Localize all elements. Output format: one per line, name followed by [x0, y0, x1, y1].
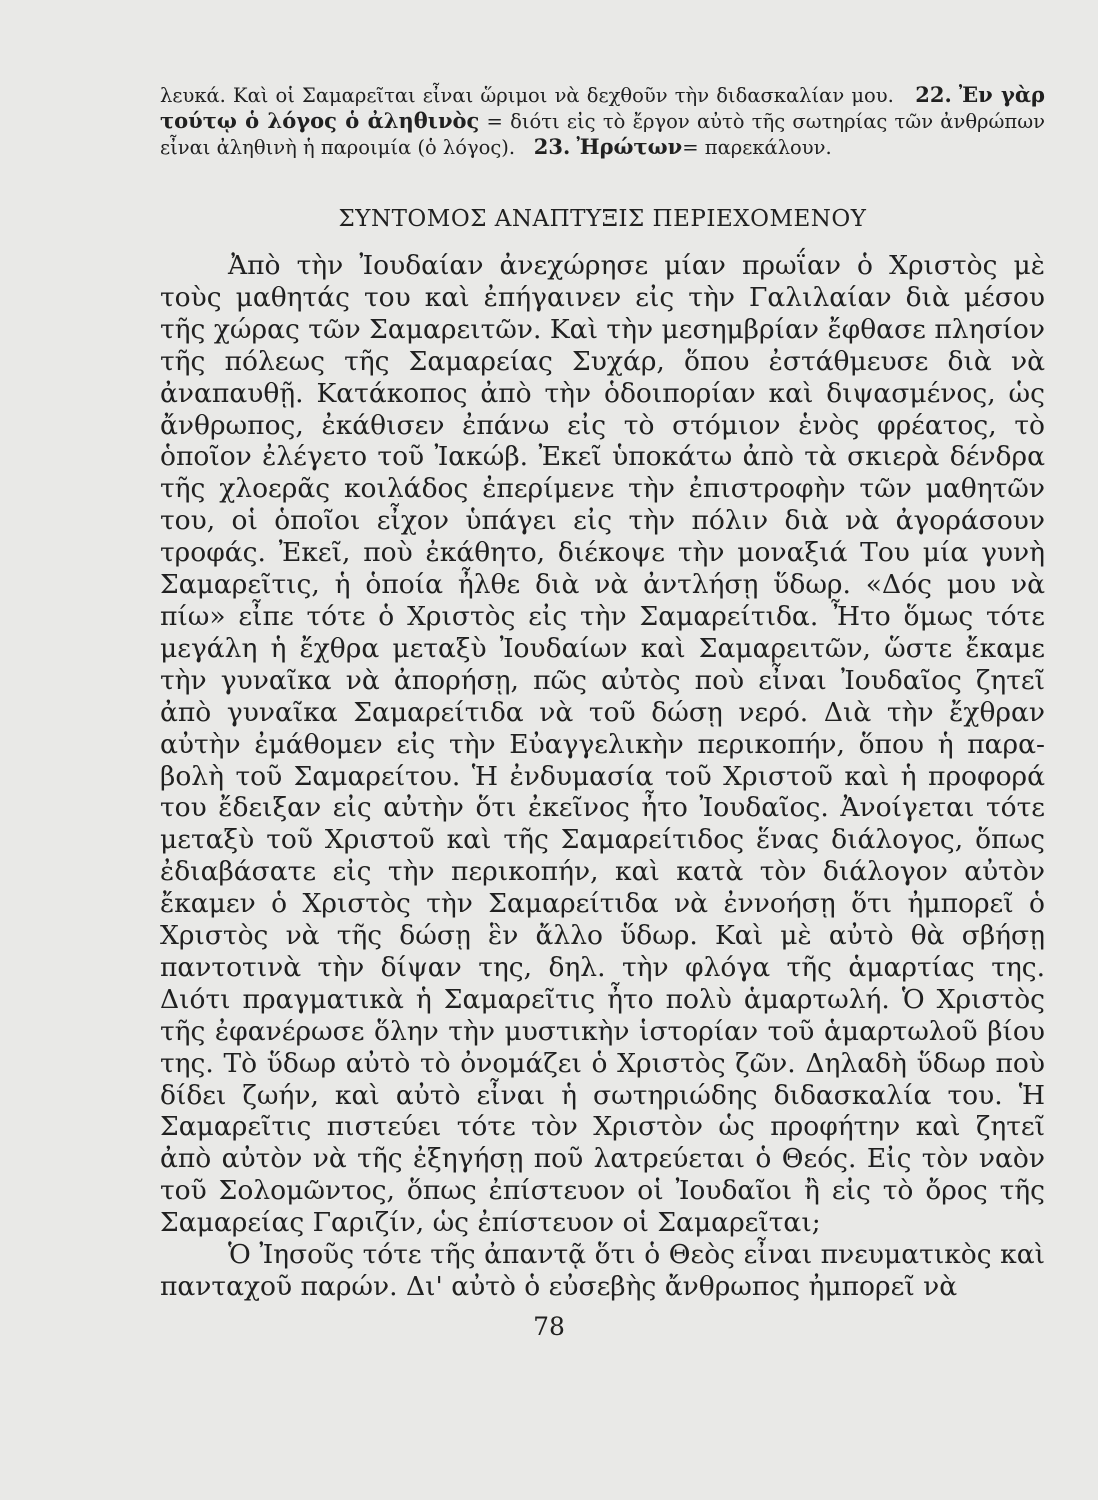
paragraph: Ἀπὸ τὴν Ἰουδαίαν ἀνεχώρησε μίαν πρωΐαν ὁ Χριστὸς μὲ τοὺς μαθητάς του καὶ ἐπήγαινεν εἰς τὴν Γαλιλαίαν διὰ μέσου τῆς χώρας τῶν Σαμαρειτῶν. Καὶ τὴν μεσημβρίαν ἔφθασε πλησίον τῆς πόλεως τῆς Σαμαρείας Συχάρ, ὅπου ἐστάθμευσε διὰ νὰ ἀναπαυθῇ. Κατάκοπος ἀπὸ τὴν ὁδοιπορίαν καὶ διψασμένος, ὡς ἄνθρωπος, ἐκάθισεν ἐπάνω εἰς τὸ στόμιον ἑνὸς φρέατος, τὸ ὁποῖον ἐλέγετο τοῦ Ἰακώβ. Ἐκεῖ ὑποκάτω ἀπὸ τὰ σκιερὰ δένδρα τῆς χλοερᾶς κοιλάδος ἐπερίμενε τὴν ἐπιστροφὴν τῶν μαθητῶν του, οἱ ὁποῖοι εἶχον ὑπάγει εἰς τὴν πόλιν διὰ νὰ ἀγοράσουν τροφάς. Ἐκεῖ, ποὺ ἐκάθητο, διέκοψε τὴν μοναξιά Του μία γυνὴ Σαμαρεῖτις, ἡ ὁποία ἦλθε διὰ νὰ ἀντλήσῃ ὕδωρ. «Δός μου νὰ πίω» εἶπε τότε ὁ Χριστὸς εἰς τὴν Σαμαρείτιδα. Ἦτο ὅμως τότε μεγάλη ἡ ἔχθρα μεταξὺ Ἰουδαίων καὶ Σαμαρειτῶν, ὥστε ἔκαμε τὴν γυναῖκα νὰ ἀπορήσῃ, πῶς αὐτὸς ποὺ εἶναι Ἰουδαῖος ζητεῖ ἀπὸ γυναῖκα Σαμαρείτιδα νὰ τοῦ δώσῃ νερό. Διὰ τὴν ἔχθραν αὐτὴν ἐμάθομεν εἰς τὴν Εὐαγγελικὴν περικοπήν, ὅπου ἡ παραβολὴ τοῦ Σαμαρείτου. Ἡ ἐνδυμασία τοῦ Χριστοῦ καὶ ἡ προφορά του ἔδειξαν εἰς αὐτὴν ὅτι ἐκεῖνος ἦτο Ἰουδαῖος. Ἀνοίγεται τότε μεταξὺ τοῦ Χριστοῦ καὶ τῆς Σαμαρείτιδος ἕνας διάλογος, ὅπως ἐδιαβάσατε εἰς τὴν περικοπήν, καὶ κατὰ τὸν διάλογον αὐτὸν ἔκαμεν ὁ Χριστὸς τὴν Σαμαρείτιδα νὰ ἐννοήσῃ ὅτι ἠμπορεῖ ὁ Χριστὸς νὰ τῆς δώσῃ ἓν ἄλλο ὕδωρ. Καὶ μὲ αὐτὸ θὰ σβήσῃ παντοτινὰ τὴν δίψαν της, δηλ. τὴν φλόγα τῆς ἁμαρτίας της. Διότι πραγματικὰ ἡ Σαμαρεῖτις ἦτο πολὺ ἁμαρτωλή. Ὁ Χριστὸς τῆς ἐφανέρωσε ὅλην τὴν μυστικὴν ἱστορίαν τοῦ ἁμαρτωλοῦ βίου της. Τὸ ὕδωρ αὐτὸ τὸ ὀνομάζει ὁ Χριστὸς ζῶν. Δηλαδὴ ὕδωρ ποὺ δίδει ζωήν, καὶ αὐτὸ εἶναι ἡ σωτηριώδης διδασκαλία του. Ἡ Σαμαρεῖτις πιστεύει τότε τὸν Χριστὸν ὡς προφήτην καὶ ζητεῖ ἀπὸ αὐτὸν νὰ τῆς ἐξηγήσῃ ποῦ λατρεύεται ὁ Θεός. Εἰς τὸν ναὸν τοῦ Σολομῶντος, ὅπως ἐπίστευον οἱ Ἰουδαῖοι ἢ εἰς τὸ ὄρος τῆς Σαμαρείας Γαριζίν, ὡς ἐπίστευον οἱ Σαμαρεῖται;: [160, 250, 1045, 1239]
note-number-23: 23.: [533, 134, 571, 159]
note-text: = διότι εἰς τὸ ἔργον αὐτὸ τῆς σωτηρίας τῶν ἀνθρώπων εἶναι ἀληθινὴ ἡ παροιμία (ὁ λόγος).: [160, 110, 1045, 159]
note-text: = παρεκάλουν.: [682, 136, 832, 159]
page-number: 78: [533, 1312, 565, 1341]
note-number-22: 22.: [915, 82, 952, 107]
note-lemma-22: Ἐν γὰρ τούτῳ ὁ λόγος ὁ ἀληθινὸς: [160, 82, 1045, 133]
note-text: λευκά. Καὶ οἱ Σαμαρεῖται εἶναι ὥριμοι νὰ δεχθοῦν τὴν διδασκαλίαν μου.: [160, 84, 894, 107]
main-text: [160, 250, 1045, 1303]
paragraph: Ὁ Ἰησοῦς τότε τῆς ἀπαντᾷ ὅτι ὁ Θεὸς εἶναι πνευματικὸς καὶ πανταχοῦ παρών. Δι' αὐτὸ ὁ εὐσεβὴς ἄνθρωπος ἠμπορεῖ νὰ: [160, 1239, 1045, 1302]
note-lemma-23: Ἠρώτων: [576, 134, 683, 159]
section-heading: ΣΥΝΤΟΜΟΣ ΑΝΑΠΤΥΞΙΣ ΠΕΡΙΕΧΟΜΕΝΟΥ: [338, 206, 867, 232]
footnotes-block: [160, 82, 1045, 160]
notes-paragraph: [160, 82, 1045, 160]
